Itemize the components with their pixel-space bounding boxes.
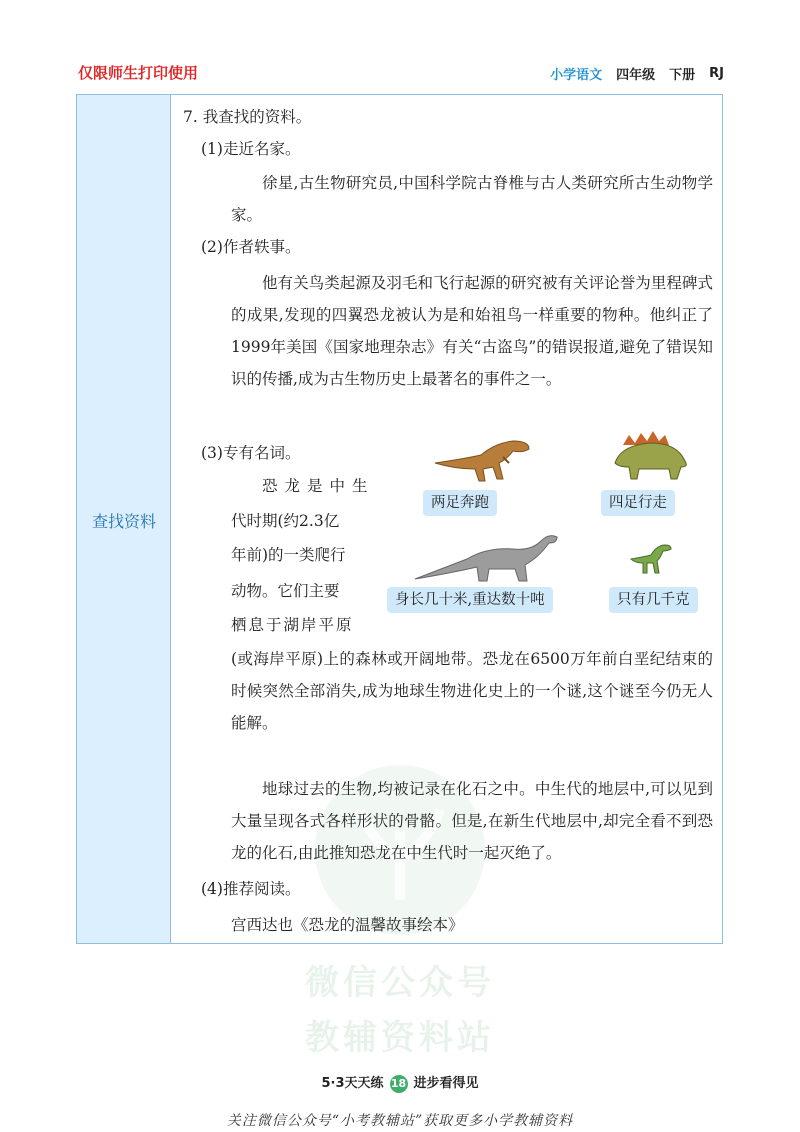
- small-dinosaur-illustration: [629, 539, 673, 577]
- side-column: [77, 95, 171, 943]
- page-footer: [0, 1072, 800, 1093]
- section-3-left-line-3: 年前)的一类爬行: [231, 546, 346, 564]
- section-3-title: (3)专有名词。: [201, 444, 301, 462]
- tag-quadruped: 四足行走: [601, 490, 675, 516]
- header-subject: 小学语文: [550, 68, 603, 83]
- brachiosaurus-illustration: [411, 529, 561, 583]
- exercise-frame: [76, 94, 723, 944]
- section-2-title: (2)作者轶事。: [201, 238, 301, 256]
- header-book-info: [550, 64, 724, 83]
- header-edition: RJ: [709, 66, 724, 81]
- section-4-title: (4)推荐阅读。: [201, 880, 301, 898]
- stegosaurus-illustration: [611, 431, 691, 483]
- content-area: [171, 95, 722, 943]
- t-rex-illustration: [433, 433, 533, 485]
- section-1-title: (1)走近名家。: [201, 140, 301, 158]
- bottom-note: 关注微信公众号“小考教辅站”获取更多小学教辅资料: [226, 1113, 574, 1129]
- side-label: 查找资料: [91, 512, 156, 531]
- footer-series: 5·3天天练: [321, 1076, 384, 1091]
- footer-slogan: 进步看得见: [413, 1076, 479, 1091]
- section-3-left-line-4: 动物。它们主要: [231, 582, 340, 600]
- header-volume: 下册: [669, 68, 696, 83]
- section-2-text: 他有关鸟类起源及羽毛和飞行起源的研究被有关评论誉为里程碑式的成果,发现的四翼恐龙被认为是和始祖鸟一样重要的物种。他纠正了1999年美国《国家地理杂志》有关“古盗鸟”的错误报道,避免了错误知识的传播,成为古生物历史上最著名的事件之一。: [231, 274, 713, 388]
- tag-small: 只有几千克: [609, 587, 698, 613]
- section-3-text: (或海岸平原)上的森林或开阔地带。恐龙在6500万年前白垩纪结束的时候突然全部消失,成为地球生物进化史上的一个谜,这个谜至今仍无人能解。: [231, 650, 713, 732]
- watermark-line2: 教辅资料站: [305, 1018, 495, 1058]
- section-3-text-2: 地球过去的生物,均被记录在化石之中。中生代的地层中,可以见到大量呈现各式各样形状的骨骼。但是,在新生代地层中,却完全看不到恐龙的化石,由此推知恐龙在中生代时一起灭绝了。: [231, 780, 713, 862]
- section-3-left-line-1: 恐龙是中生: [262, 477, 375, 495]
- header-grade: 四年级: [616, 68, 656, 83]
- section-1-text: 徐星,古生物研究员,中国科学院古脊椎与古人类研究所古生动物学家。: [231, 174, 713, 224]
- tag-long-heavy: 身长几十米,重达数十吨: [387, 587, 553, 613]
- section-3-left-line-5: 栖息于湖岸平原: [231, 616, 354, 634]
- tag-biped: 两足奔跑: [423, 490, 497, 516]
- header-print-notice: 仅限师生打印使用: [78, 64, 199, 82]
- page-number: 18: [390, 1075, 408, 1093]
- section-3-left-line-2: 代时期(约2.3亿: [231, 512, 340, 530]
- watermark-line1: 微信公众号: [305, 963, 495, 1003]
- section-4-text: 宫西达也《恐龙的温馨故事绘本》: [231, 916, 464, 934]
- question-title: 7. 我查找的资料。: [183, 108, 312, 126]
